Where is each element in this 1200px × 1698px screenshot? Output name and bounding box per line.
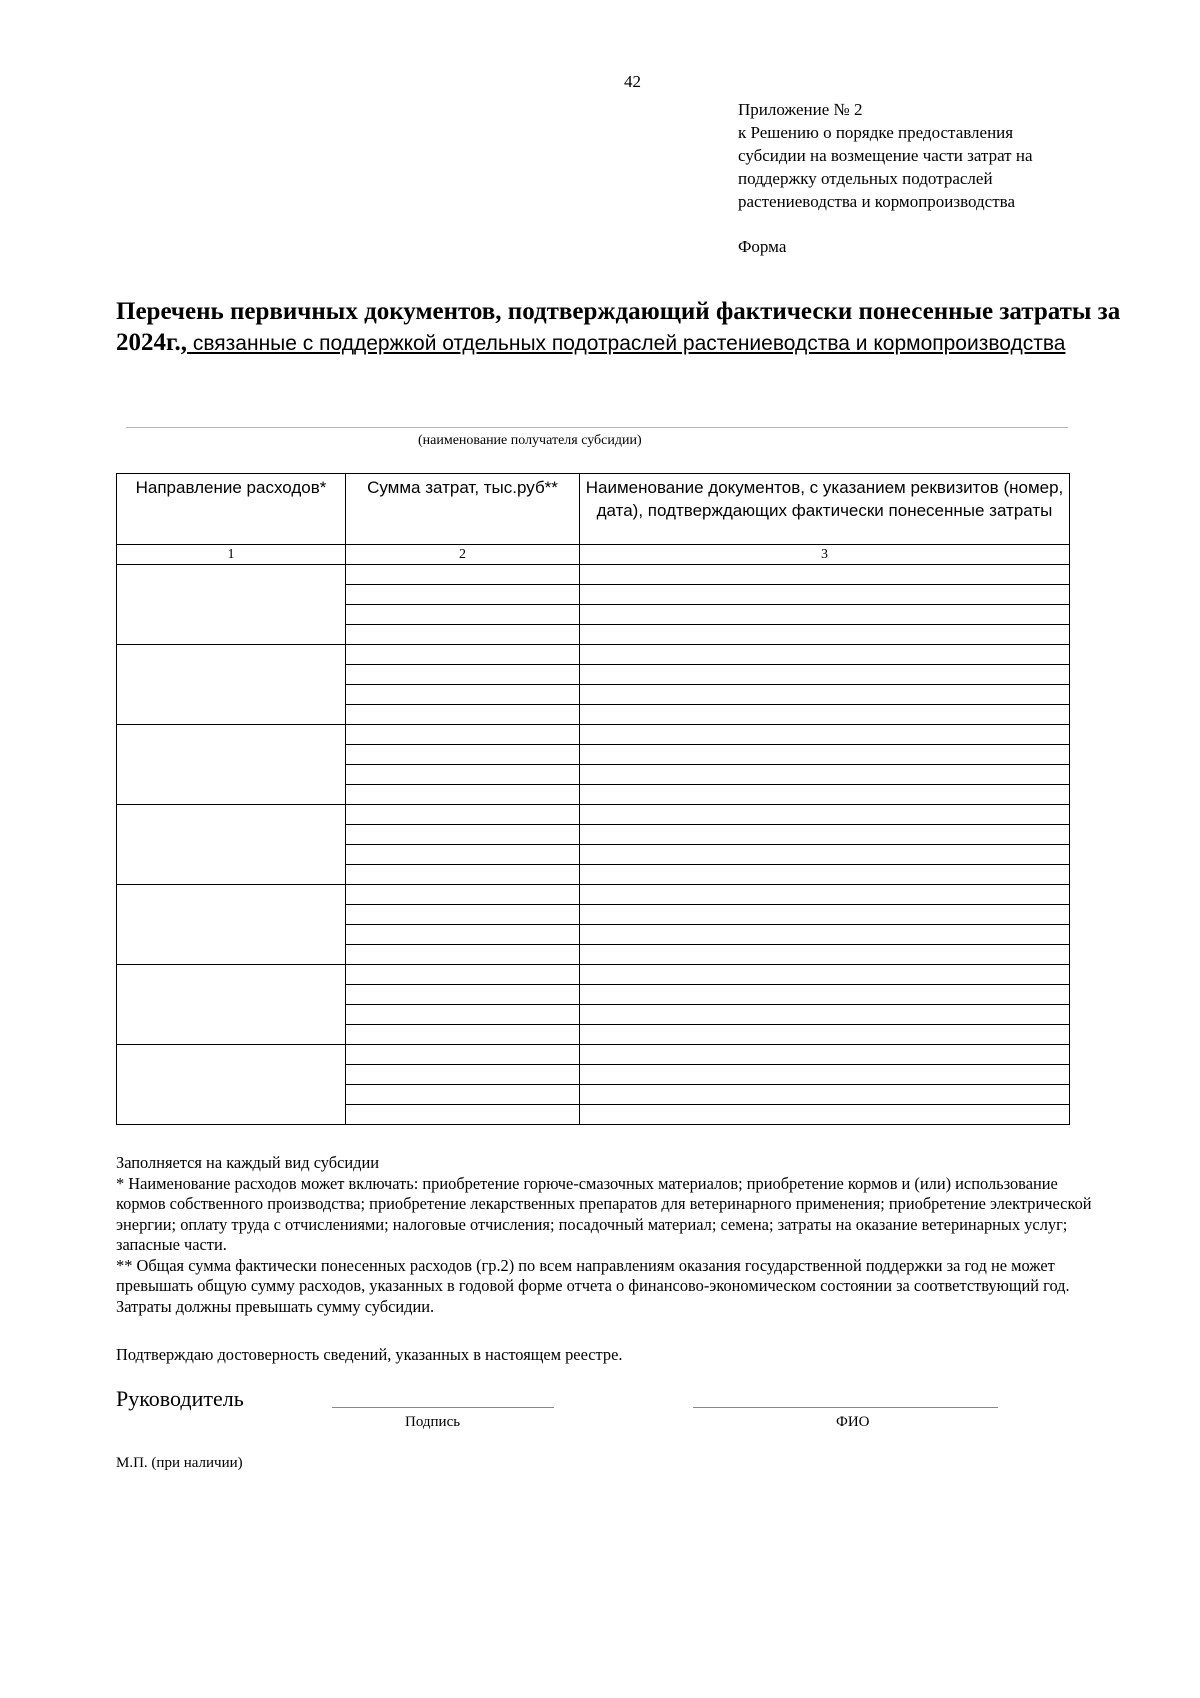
cost-amount-cell[interactable] [346, 885, 580, 905]
cost-amount-cell[interactable] [346, 565, 580, 585]
title-bold-part: Перечень первичных документов, подтверждающий фактически понесенные затраты за 2024г., [116, 298, 1121, 356]
cost-amount-cell[interactable] [346, 665, 580, 685]
table-header-row [117, 474, 1070, 545]
document-name-cell[interactable] [580, 725, 1070, 745]
form-label: Форма [738, 237, 787, 256]
document-name-cell[interactable] [580, 745, 1070, 765]
table-row [117, 965, 1070, 985]
cost-amount-cell[interactable] [346, 1025, 580, 1045]
fio-caption: ФИО [836, 1414, 870, 1430]
document-name-cell[interactable] [580, 1045, 1070, 1065]
cost-amount-cell[interactable] [346, 925, 580, 945]
expense-direction-cell[interactable] [117, 565, 346, 645]
table-row [117, 1045, 1070, 1065]
cost-amount-cell[interactable] [346, 1005, 580, 1025]
cost-amount-cell[interactable] [346, 645, 580, 665]
documents-table [116, 473, 1070, 1125]
table-row [117, 565, 1070, 585]
document-name-cell[interactable] [580, 1085, 1070, 1105]
document-name-cell[interactable] [580, 1005, 1070, 1025]
appendix-line: субсидии на возмещение части затрат на [738, 146, 1033, 165]
document-name-cell[interactable] [580, 925, 1070, 945]
cost-amount-cell[interactable] [346, 585, 580, 605]
cost-amount-cell[interactable] [346, 1085, 580, 1105]
document-name-cell[interactable] [580, 785, 1070, 805]
cost-amount-cell[interactable] [346, 845, 580, 865]
document-name-cell[interactable] [580, 945, 1070, 965]
cost-amount-cell[interactable] [346, 905, 580, 925]
document-name-cell[interactable] [580, 865, 1070, 885]
signature-line [332, 1407, 554, 1408]
cost-amount-cell[interactable] [346, 945, 580, 965]
document-name-cell[interactable] [580, 1065, 1070, 1085]
appendix-line: растениеводства и кормопроизводства [738, 192, 1015, 211]
recipient-caption: (наименование получателя субсидии) [418, 433, 642, 448]
expense-direction-cell[interactable] [117, 885, 346, 965]
column-number: 1 [117, 545, 346, 565]
cost-amount-cell[interactable] [346, 605, 580, 625]
table-row [117, 885, 1070, 905]
table-row [117, 645, 1070, 665]
stamp-note: М.П. (при наличии) [116, 1455, 243, 1471]
expense-direction-cell[interactable] [117, 725, 346, 805]
appendix-line: поддержку отдельных подотраслей [738, 169, 993, 188]
document-name-cell[interactable] [580, 905, 1070, 925]
header-cost-amount: Сумма затрат, тыс.руб** [346, 474, 580, 545]
appendix-line: Приложение № 2 [738, 100, 863, 119]
document-name-cell[interactable] [580, 965, 1070, 985]
cost-amount-cell[interactable] [346, 1105, 580, 1125]
footnote: * Наименование расходов может включать: приобретение горюче-смазочных материалов; приобретение кормов и (или) использование кормов собственного производства; приобретение лекарственных препаратов для ветеринарного применения; приобретение электрической энергии; оплату труда с отчислениями; налоговые отчисления; посадочный материал; семена; затраты на оказание ветеринарных услуг; запасные части. [116, 1173, 1092, 1254]
cost-amount-cell[interactable] [346, 725, 580, 745]
cost-amount-cell[interactable] [346, 685, 580, 705]
expense-direction-cell[interactable] [117, 645, 346, 725]
signature-caption: Подпись [405, 1414, 461, 1430]
header-expense-direction: Направление расходов* [117, 474, 346, 545]
document-name-cell[interactable] [580, 765, 1070, 785]
footnotes [116, 1153, 1106, 1317]
document-name-cell[interactable] [580, 805, 1070, 825]
document-name-cell[interactable] [580, 1025, 1070, 1045]
cost-amount-cell[interactable] [346, 745, 580, 765]
page-number: 42 [624, 72, 641, 91]
confirmation-text: Подтверждаю достоверность сведений, указанных в настоящем реестре. [116, 1345, 623, 1364]
table-row [117, 725, 1070, 745]
header-document-names: Наименование документов, с указанием реквизитов (номер, дата), подтверждающих фактически понесенные затраты [580, 474, 1070, 545]
expense-direction-cell[interactable] [117, 1045, 346, 1125]
appendix-line: к Решению о порядке предоставления [738, 123, 1014, 142]
document-name-cell[interactable] [580, 665, 1070, 685]
cost-amount-cell[interactable] [346, 985, 580, 1005]
document-name-cell[interactable] [580, 685, 1070, 705]
cost-amount-cell[interactable] [346, 625, 580, 645]
column-number: 2 [346, 545, 580, 565]
footnote: Заполняется на каждый вид субсидии [116, 1153, 379, 1172]
cost-amount-cell[interactable] [346, 765, 580, 785]
expense-direction-cell[interactable] [117, 805, 346, 885]
cost-amount-cell[interactable] [346, 1045, 580, 1065]
document-title [116, 296, 1126, 359]
fio-line [693, 1407, 998, 1408]
document-name-cell[interactable] [580, 985, 1070, 1005]
column-number-row [117, 545, 1070, 565]
cost-amount-cell[interactable] [346, 865, 580, 885]
document-name-cell[interactable] [580, 605, 1070, 625]
cost-amount-cell[interactable] [346, 705, 580, 725]
cost-amount-cell[interactable] [346, 965, 580, 985]
document-name-cell[interactable] [580, 885, 1070, 905]
document-name-cell[interactable] [580, 825, 1070, 845]
cost-amount-cell[interactable] [346, 1065, 580, 1085]
recipient-name-line [126, 427, 1068, 428]
document-name-cell[interactable] [580, 585, 1070, 605]
document-name-cell[interactable] [580, 645, 1070, 665]
title-subject: связанные с поддержкой отдельных подотраслей растениеводства и кормопроизводства [187, 332, 1066, 355]
document-name-cell[interactable] [580, 705, 1070, 725]
column-number: 3 [580, 545, 1070, 565]
document-name-cell[interactable] [580, 565, 1070, 585]
cost-amount-cell[interactable] [346, 825, 580, 845]
appendix-reference [738, 98, 1158, 258]
footnote: ** Общая сумма фактически понесенных расходов (гр.2) по всем направлениям оказания государственной поддержки за год не может превышать общую сумму расходов, указанных в годовой форме отчета о финансово-экономическом состоянии за соответствующий год. Затраты должны превышать сумму субсидии. [116, 1255, 1070, 1316]
table-row [117, 805, 1070, 825]
document-name-cell[interactable] [580, 625, 1070, 645]
document-name-cell[interactable] [580, 1105, 1070, 1125]
document-name-cell[interactable] [580, 845, 1070, 865]
head-label: Руководитель [116, 1386, 244, 1411]
cost-amount-cell[interactable] [346, 785, 580, 805]
expense-direction-cell[interactable] [117, 965, 346, 1045]
cost-amount-cell[interactable] [346, 805, 580, 825]
